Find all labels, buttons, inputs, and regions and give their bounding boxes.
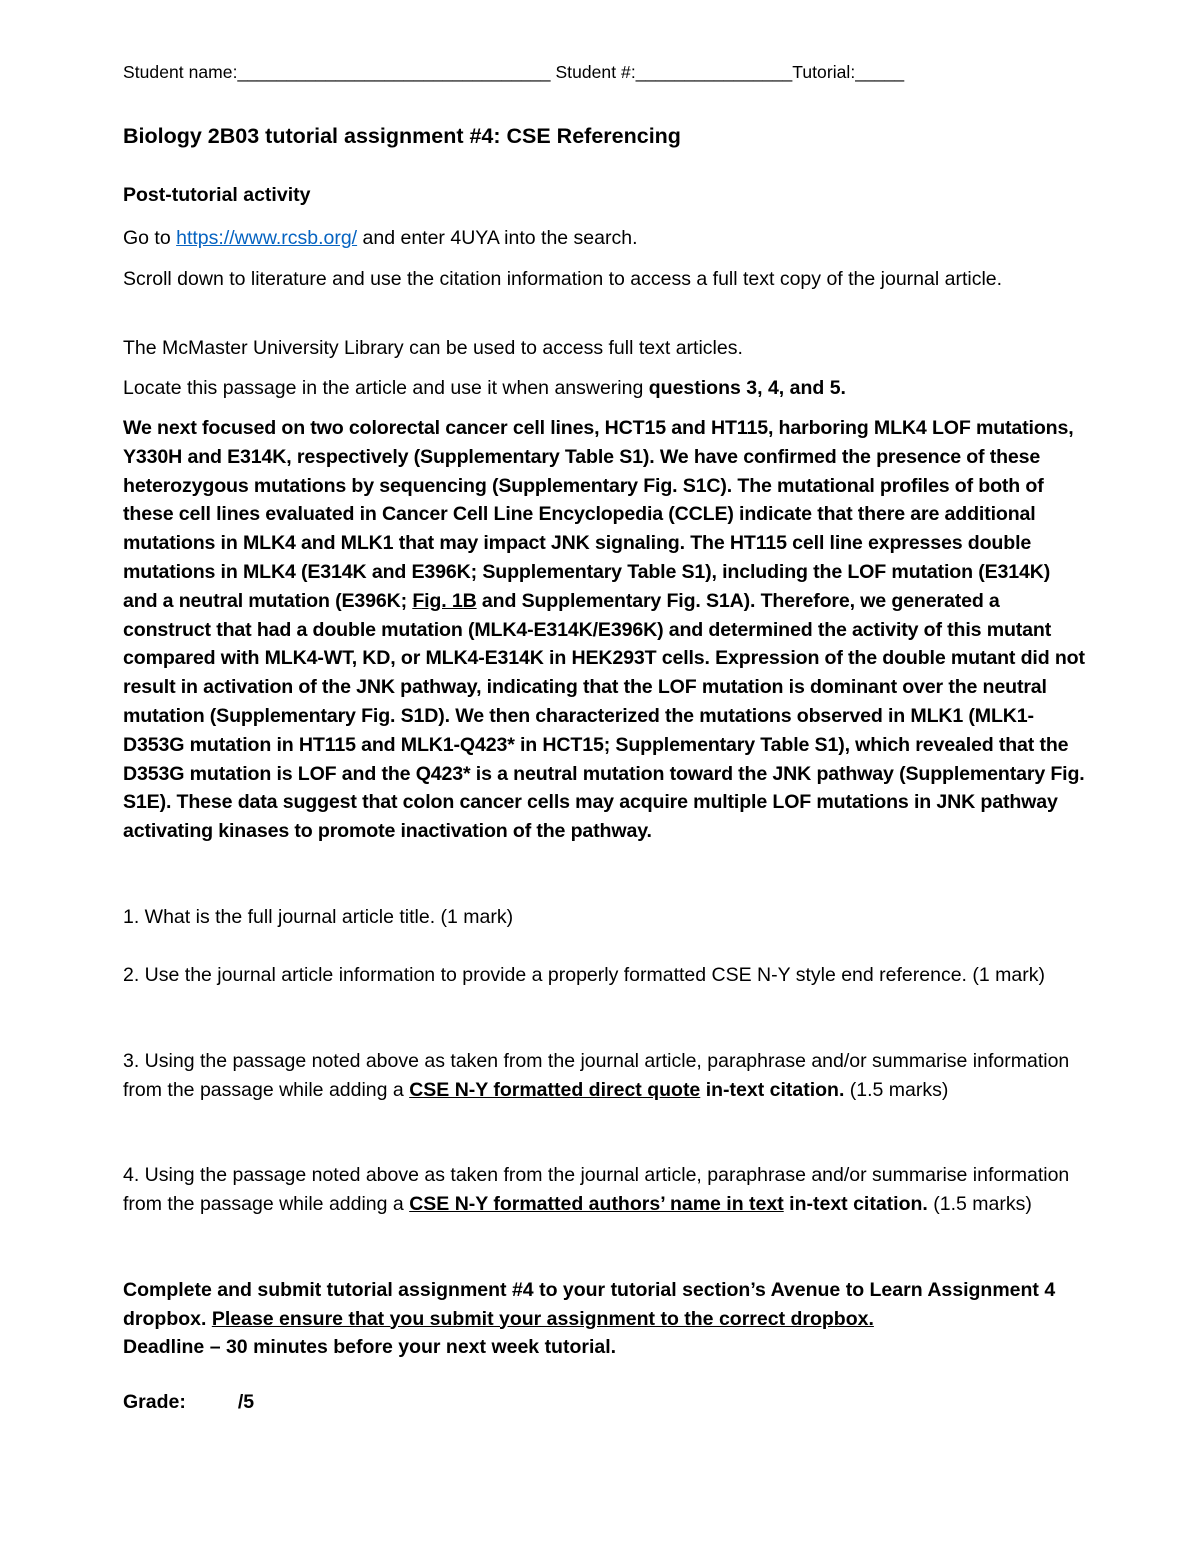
instruction-locate-prefix: Locate this passage in the article and use it when answering <box>123 377 649 399</box>
grade-line <box>123 1391 254 1414</box>
tutorial-field[interactable]: _____ <box>855 62 905 82</box>
question-2: 2. Use the journal article information to provide a properly formatted CSE N-Y style end reference. (1 mark) <box>123 964 1045 986</box>
student-number-field[interactable]: ________________ <box>635 62 793 82</box>
student-name-label: Student name: <box>123 62 238 82</box>
tutorial-label: Tutorial: <box>792 62 856 82</box>
question-4-citation-type: CSE N-Y formatted authors’ name in text <box>409 1192 784 1215</box>
instruction-go-to <box>123 224 1088 253</box>
instruction-go-to-prefix: Go to <box>123 227 177 249</box>
question-4-prefix: 4. Using the passage noted above as taken from the journal article, paraphrase and/or summarise information from the passage while adding a <box>123 1164 1070 1215</box>
submission-text: Complete and submit tutorial assignment #4 to your tutorial section’s Avenue to Learn Assignment 4 dropbox. <box>123 1279 1056 1330</box>
rcsb-link[interactable]: https://www.rcsb.org/ <box>176 227 358 249</box>
article-passage <box>123 414 1088 846</box>
student-info-header <box>123 62 1088 83</box>
student-number-label: Student #: <box>550 62 636 82</box>
question-4-citation-label: in-text citation. <box>783 1192 928 1215</box>
instruction-scroll: Scroll down to literature and use the citation information to access a full text copy of the journal article. <box>123 268 1003 290</box>
instruction-library: The McMaster University Library can be used to access full text articles. <box>123 337 743 359</box>
question-3 <box>123 1047 1088 1104</box>
page-title: Biology 2B03 tutorial assignment #4: CSE Referencing <box>123 124 681 148</box>
grade-value: /5 <box>237 1391 255 1413</box>
passage-text-part1: We next focused on two colorectal cancer cell lines, HCT15 and HT115, harboring MLK4 LOF mutations, Y330H and E314K, respectively (Supplementary Table S1). We have confirmed the presence of these heterozygous mutations by sequencing (Supplementary Fig. S1C). The mutational profiles of both of these cell lines evaluated in Cancer Cell Line Encyclopedia (CCLE) indicate that there are additional mutations in MLK4 and MLK1 that may impact JNK signaling. The HT115 cell line expresses double mutations in MLK4 (E314K and E396K; Supplementary Table S1), including the LOF mutation (E314K) and a neutral mutation (E396K; <box>123 417 1074 612</box>
submission-instructions <box>123 1276 1088 1362</box>
passage-text-part2: and Supplementary Fig. S1A). Therefore, we generated a construct that had a double mutation (MLK4-E314K/E396K) and determined the activity of this mutant compared with MLK4-WT, KD, or MLK4-E314K in HEK293T cells. Expression of the double mutant did not result in activation of the JNK pathway, indicating that the LOF mutation is dominant over the neutral mutation (Supplementary Fig. S1D). We then characterized the mutations observed in MLK1 (MLK1-D353G mutation in HT115 and MLK1-Q423* in HCT15; Supplementary Table S1), which revealed that the D353G mutation is LOF and the Q423* is a neutral mutation toward the JNK pathway (Supplementary Fig. S1E). These data suggest that colon cancer cells may acquire multiple LOF mutations in JNK pathway activating kinases to promote inactivation of the pathway. <box>123 589 1085 843</box>
instruction-go-to-suffix: and enter 4UYA into the search. <box>357 227 638 249</box>
question-4-marks: (1.5 marks) <box>927 1192 1032 1215</box>
grade-label: Grade: <box>123 1391 186 1413</box>
question-3-citation-type: CSE N-Y formatted direct quote <box>409 1078 701 1101</box>
submission-warning: Please ensure that you submit your assignment to the correct dropbox. <box>211 1307 874 1330</box>
student-name-field[interactable]: ________________________________ <box>237 62 551 82</box>
question-3-prefix: 3. Using the passage noted above as taken from the journal article, paraphrase and/or summarise information from the passage while adding a <box>123 1050 1070 1101</box>
section-heading: Post-tutorial activity <box>123 184 311 206</box>
question-4 <box>123 1161 1088 1218</box>
question-3-marks: (1.5 marks) <box>844 1078 949 1101</box>
question-1: 1. What is the full journal article title. (1 mark) <box>123 906 514 928</box>
question-3-citation-label: in-text citation. <box>700 1078 845 1101</box>
submission-deadline: Deadline – 30 minutes before your next week tutorial. <box>123 1336 617 1358</box>
fig-1b-link[interactable]: Fig. 1B <box>412 589 477 612</box>
instruction-locate <box>123 374 1088 403</box>
instruction-locate-questions: questions 3, 4, and 5. <box>648 377 846 399</box>
